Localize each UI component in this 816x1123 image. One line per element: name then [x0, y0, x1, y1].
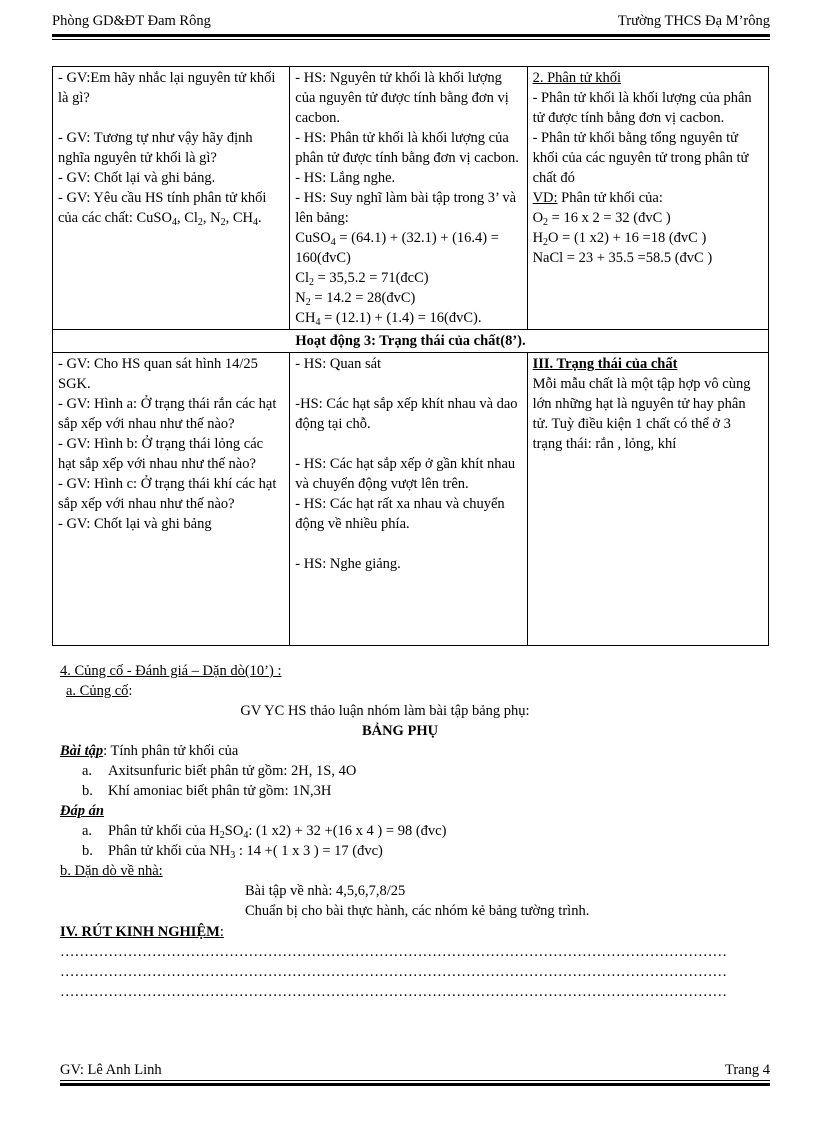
- teacher-line: - GV: Chốt lại và ghi bảng.: [58, 170, 216, 186]
- list-item: a. Phân tử khối của $H_2SO_4$: (1 x2) + 32 +(16 x 4 ) = 98 (đvc): [82, 823, 447, 841]
- page-number: Trang 4: [725, 1062, 770, 1078]
- content-title: 2. Phân tử khối: [532, 70, 621, 86]
- formula-o2: $O_2 = 16$ x 2 = 32 (đvC ): [532, 210, 671, 228]
- student-cell: [290, 67, 527, 330]
- student-line: - HS: Nghe giảng.: [295, 556, 401, 572]
- teacher-line: - GV: Cho HS quan sát hình 14/25 SGK.: [58, 356, 258, 392]
- table-row: [53, 353, 769, 646]
- header-rule-thin: [52, 39, 770, 40]
- content-title: III. Trạng thái của chất: [532, 356, 678, 372]
- student-line: - HS: Suy nghĩ làm bài tập trong 3’ và lên bảng:: [295, 190, 517, 226]
- homework-line: Bài tập về nhà: 4,5,6,7,8/25: [245, 883, 406, 899]
- header-rule: [52, 34, 770, 37]
- exercise-line: [60, 741, 770, 761]
- teacher-cell: [53, 67, 290, 330]
- list-marker: b.: [82, 783, 93, 799]
- content-line: - Phân tử khối là khối lượng của phân tử được tính bằng đơn vị cacbon.: [532, 90, 752, 126]
- list-item: b. Phân tử khối của $NH_3$ : 14 +( 1 x 3 ) = 17 (đvc): [82, 843, 383, 861]
- list-item: [60, 761, 770, 781]
- list-item: [60, 781, 770, 801]
- teacher-line: - GV:Em hãy nhắc lại nguyên tử khối là gì?: [58, 70, 276, 106]
- experience-title-line: [60, 922, 770, 942]
- teacher-line: - GV: Chốt lại và ghi bảng: [58, 516, 212, 532]
- teacher-line: - GV: Yêu cầu HS tính phân tử khối của các chất: CuSO$_4$, $Cl_2$, $N_2$, $CH_4$.: [58, 190, 267, 228]
- formula-nacl: NaCl = 23 + 35.5 =58.5 (đvC ): [532, 250, 713, 266]
- dotted-line: …………………………………………………………………………………………………………………………: [60, 964, 727, 980]
- section-title: 4. Củng cố - Đánh giá – Dặn dò(10’) :: [60, 663, 282, 679]
- section-4: [60, 661, 770, 1002]
- student-line: - HS: Quan sát: [295, 356, 382, 372]
- sub-title: a. Củng cố: [66, 683, 129, 699]
- experience-colon: :: [219, 924, 224, 940]
- content-cell: [527, 67, 768, 330]
- homework-title-line: [60, 861, 770, 881]
- student-line: - HS: Lắng nghe.: [295, 170, 396, 186]
- intro-line: GV YC HS thảo luận nhóm làm bài tập bảng phụ:: [240, 703, 530, 719]
- student-line: - HS: Nguyên tử khối là khối lượng của nguyên tử được tính bằng đơn vị cacbon.: [295, 70, 509, 126]
- formula-cl2: $Cl_2 = 35,5.2$ = 71(đcC): [295, 270, 429, 288]
- content-line: Mỗi mẫu chất là một tập hợp vô cùng lớn những hạt là nguyên tử hay phân tử. Tuỳ điều kiện 1 chất có thể ở 3 trạng thái: rắn , lỏng, khí: [532, 376, 751, 452]
- lesson-table: [52, 66, 769, 646]
- sub-title-line: a. Củng cố:: [66, 683, 133, 699]
- teacher-line: - GV: Hình b: Ở trạng thái lỏng các hạt sắp xếp với nhau như thế nào?: [58, 436, 264, 472]
- list-marker: b.: [82, 843, 93, 859]
- dotted-line: …………………………………………………………………………………………………………………………: [60, 944, 727, 960]
- experience-title: IV. RÚT KINH NGHIỆM: [60, 924, 220, 940]
- page-footer: [60, 1058, 770, 1081]
- formula-h2o: $H_2O = (1$ x2) + 16 =18 (đvC ): [532, 230, 707, 248]
- bang-phu-title: BẢNG PHỤ: [361, 723, 439, 739]
- list-marker: a.: [82, 763, 93, 779]
- footer-rule: [60, 1083, 770, 1086]
- vd-label: VD:: [532, 190, 558, 206]
- teacher-line: - GV: Hình c: Ở trạng thái khí các hạt sắp xếp với nhau như thế nào?: [58, 476, 277, 512]
- student-line: - HS: Các hạt rất xa nhau và chuyển động về nhiều phía.: [295, 496, 505, 532]
- vd-text: Phân tử khối của:: [557, 190, 663, 206]
- formula-cuso4: CuSO$_4$ = (64.1) + (32.1) + (16.4) = 160(đvC): [295, 230, 499, 266]
- teacher-line: - GV: Tương tự như vậy hãy định nghĩa nguyên tử khối là gì?: [58, 130, 253, 166]
- exercise-text: : Tính phân tử khối của: [103, 743, 239, 759]
- student-line: - HS: Phân tử khối là khối lượng của phân tử được tính bằng đơn vị cacbon.: [295, 130, 519, 166]
- header-left: Phòng GD&ĐT Đam Rông: [52, 13, 211, 29]
- page-header: [52, 11, 770, 31]
- vd-line: [533, 188, 763, 208]
- homework-line: Chuẩn bị cho bài thực hành, các nhóm kẻ bảng tường trình.: [245, 903, 590, 919]
- student-cell: [290, 353, 527, 646]
- homework-title: b. Dặn dò về nhà:: [60, 863, 163, 879]
- student-line: - HS: Các hạt sắp xếp ở gần khít nhau và chuyển động vượt lên trên.: [295, 456, 516, 492]
- teacher-cell: [53, 353, 290, 646]
- footer-left: GV: Lê Anh Linh: [60, 1062, 162, 1078]
- list-text: Khí amoniac biết phân tử gồm: 1N,3H: [108, 783, 332, 799]
- list-marker: a.: [82, 823, 93, 839]
- dotted-line: …………………………………………………………………………………………………………………………: [60, 984, 727, 1000]
- teacher-line: - GV: Hình a: Ở trạng thái rắn các hạt sắp xếp với nhau như thế nào?: [58, 396, 277, 432]
- activity-heading: Hoạt động 3: Trạng thái của chất(8’).: [53, 330, 769, 353]
- content-cell: [527, 353, 768, 646]
- list-text: Axitsunfuric biết phân tử gồm: 2H, 1S, 4O: [108, 763, 357, 779]
- table-row: [53, 330, 769, 353]
- exercise-label: Bài tập: [60, 743, 104, 759]
- header-right: Trường THCS Đạ M’rông: [617, 13, 770, 29]
- student-line: -HS: Các hạt sắp xếp khít nhau và dao động tại chỗ.: [295, 396, 518, 432]
- content-line: - Phân tử khối bằng tổng nguyên tử khối của các nguyên tử trong phân tử chất đó: [532, 130, 749, 186]
- table-row: [53, 67, 769, 330]
- formula-n2: $N_2 = 14.2$ = 28(đvC): [295, 290, 416, 308]
- formula-ch4: $CH_4 = (12.1) + (1.4)$ = 16(đvC).: [295, 310, 482, 328]
- answer-label: Đáp án: [60, 803, 104, 819]
